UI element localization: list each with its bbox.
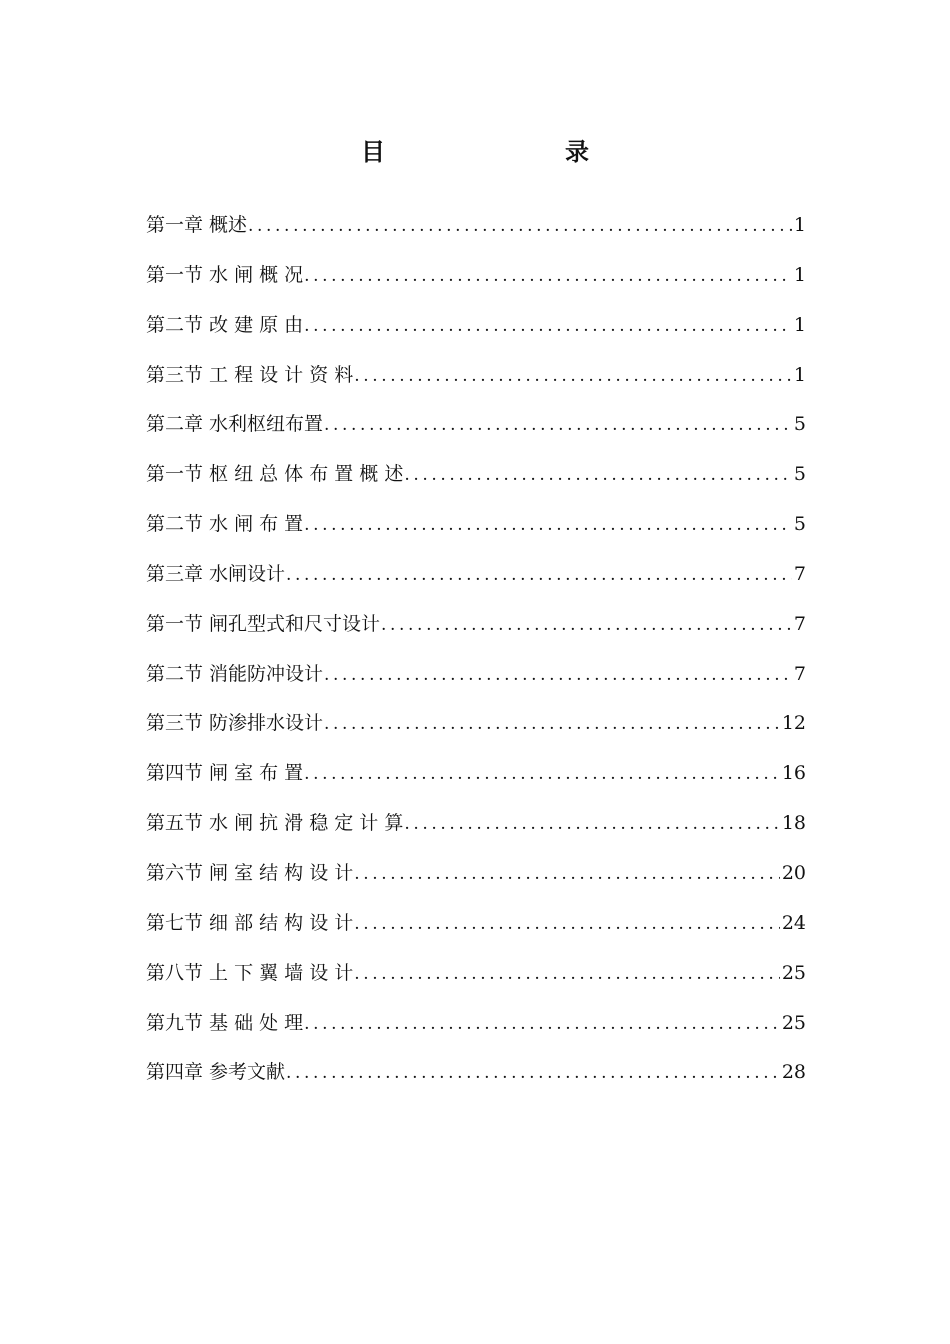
toc-entry-label: 第一节 枢 纽 总 体 布 置 概 述: [146, 463, 404, 486]
toc-entry-page-number: 5: [793, 413, 806, 436]
toc-entry-label: 第三节 工 程 设 计 资 料: [146, 363, 354, 386]
toc-entry-page-number: 7: [793, 562, 806, 585]
toc-entry-page-number: 1: [793, 363, 806, 386]
toc-entry[interactable]: [146, 255, 806, 305]
dot-leader: [404, 804, 779, 844]
dot-leader: [304, 754, 780, 794]
toc-entry-label: 第九节 基 础 处 理: [146, 1011, 304, 1034]
toc-entry[interactable]: [146, 454, 806, 504]
toc-entry[interactable]: [146, 504, 806, 554]
toc-entry-page-number: 7: [793, 662, 806, 685]
toc-entry-label: 第一章 概述: [146, 214, 248, 236]
dot-leader: [381, 605, 792, 645]
toc-entry[interactable]: [146, 305, 806, 355]
toc-entry-page-number: 16: [781, 762, 806, 785]
toc-entry-page-number: 1: [793, 263, 806, 286]
toc-entry[interactable]: [146, 554, 806, 604]
dot-leader: [304, 505, 792, 545]
toc-entry-label: 第八节 上 下 翼 墙 设 计: [146, 961, 354, 984]
dot-leader: [324, 655, 792, 695]
toc-entry-label: 第二节 消能防冲设计: [146, 662, 324, 685]
toc-list: [146, 205, 806, 1102]
toc-entry[interactable]: [146, 953, 806, 1003]
toc-entry-page-number: 7: [793, 612, 806, 635]
toc-entry[interactable]: [146, 654, 806, 704]
toc-entry-page-number: 5: [793, 463, 806, 486]
toc-entry-page-number: 18: [781, 812, 806, 835]
toc-entry[interactable]: [146, 355, 806, 405]
toc-entry-label: 第五节 水 闸 抗 滑 稳 定 计 算: [146, 812, 404, 835]
dot-leader: [324, 405, 792, 445]
toc-entry-page-number: 25: [781, 1011, 806, 1034]
dot-leader: [304, 306, 792, 346]
dot-leader: [324, 704, 780, 744]
toc-entry-label: 第四节 闸 室 布 置: [146, 762, 304, 785]
toc-entry[interactable]: [146, 1003, 806, 1053]
toc-entry-page-number: 12: [781, 712, 806, 735]
toc-entry-label: 第六节 闸 室 结 构 设 计: [146, 861, 354, 884]
dot-leader: [248, 206, 792, 246]
toc-title: 目 录: [361, 137, 633, 166]
dot-leader: [354, 356, 792, 396]
dot-leader: [286, 555, 792, 595]
toc-entry[interactable]: [146, 703, 806, 753]
dot-leader: [354, 854, 780, 894]
toc-entry-label: 第三章 水闸设计: [146, 562, 286, 585]
toc-entry[interactable]: [146, 753, 806, 803]
toc-entry-page-number: 20: [781, 861, 806, 884]
dot-leader: [404, 455, 792, 495]
dot-leader: [354, 904, 780, 944]
toc-entry-page-number: 25: [781, 961, 806, 984]
toc-entry-label: 第一节 闸孔型式和尺寸设计: [146, 612, 381, 635]
toc-entry[interactable]: [146, 404, 806, 454]
toc-entry-label: 第四章 参考文献: [146, 1061, 286, 1084]
toc-entry-label: 第一节 水 闸 概 况: [146, 263, 304, 286]
toc-entry-label: 第二节 水 闸 布 置: [146, 513, 304, 536]
toc-entry-page-number: 1: [793, 313, 806, 336]
toc-entry-label: 第二章 水利枢纽布置: [146, 413, 324, 436]
toc-entry[interactable]: [146, 205, 806, 255]
toc-entry-page-number: 24: [781, 911, 806, 934]
toc-entry-page-number: 5: [793, 513, 806, 536]
toc-entry[interactable]: [146, 853, 806, 903]
dot-leader: [304, 1004, 780, 1044]
toc-entry[interactable]: [146, 903, 806, 953]
dot-leader: [286, 1053, 780, 1093]
toc-entry-label: 第三节 防渗排水设计: [146, 712, 324, 735]
dot-leader: [304, 256, 792, 296]
toc-entry-page-number: 28: [781, 1061, 806, 1084]
toc-entry-page-number: 1: [793, 214, 806, 236]
toc-entry-label: 第二节 改 建 原 由: [146, 313, 304, 336]
toc-entry[interactable]: [146, 1052, 806, 1102]
toc-entry[interactable]: [146, 803, 806, 853]
toc-entry[interactable]: [146, 604, 806, 654]
dot-leader: [354, 954, 780, 994]
toc-entry-label: 第七节 细 部 结 构 设 计: [146, 911, 354, 934]
